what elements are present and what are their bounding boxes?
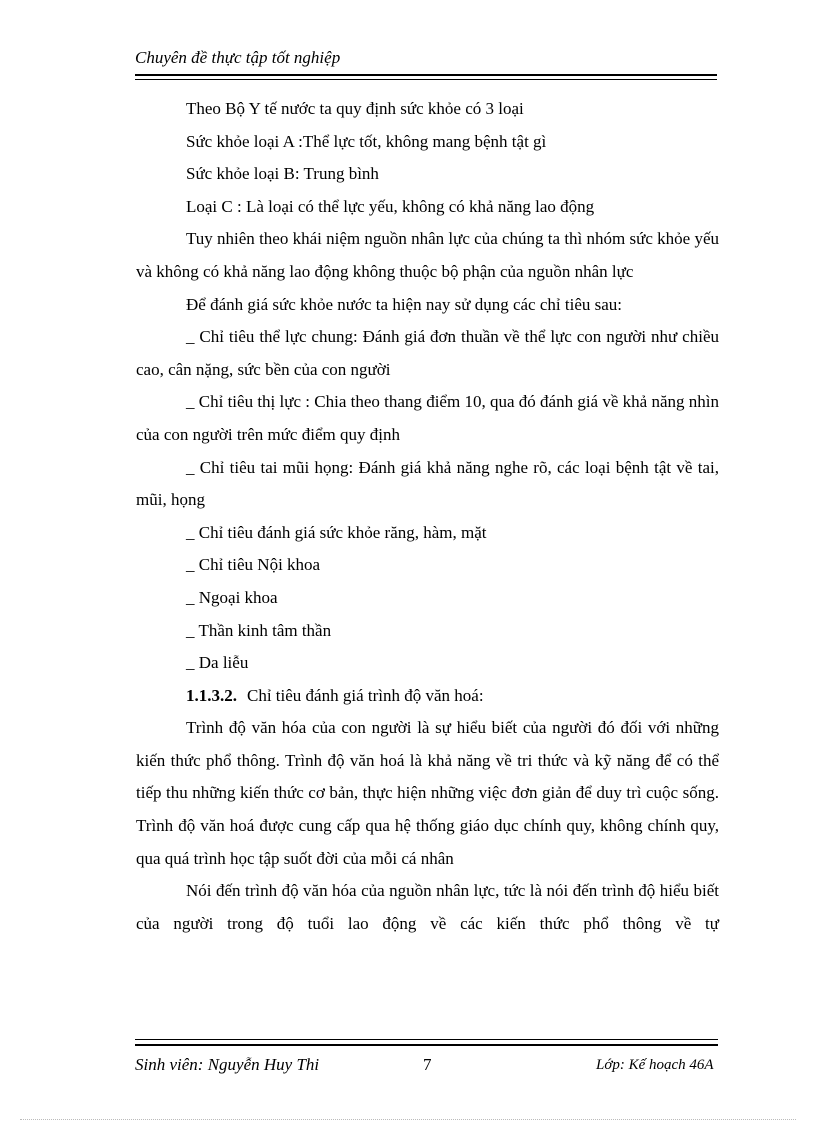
footer-student: Sinh viên: Nguyễn Huy Thi xyxy=(135,1055,320,1074)
paragraph: Sức khỏe loại A :Thể lực tốt, không mang bệnh tật gì xyxy=(186,131,547,151)
list-item: _ Da liễu xyxy=(186,653,249,673)
section-title: Chỉ tiêu đánh giá trình độ văn hoá: xyxy=(247,685,484,705)
list-item: _ Chỉ tiêu thể lực chung: Đánh giá đơn thuần về thể lực con người như chiều cao, cân nặng, sức bền của con người xyxy=(136,327,719,379)
paragraph: Sức khỏe loại B: Trung bình xyxy=(186,164,379,184)
list-item: _ Chỉ tiêu tai mũi họng: Đánh giá khả năng nghe rõ, các loại bệnh tật về tai, mũi, họng xyxy=(136,457,719,510)
section-heading xyxy=(136,680,719,713)
paragraph: Theo Bộ Y tế nước ta quy định sức khỏe có 3 loại xyxy=(186,99,524,118)
paragraph: Nói đến trình độ văn hóa của nguồn nhân lực, tức là nói đến trình độ hiểu biết của người trong độ tuổi lao động về các kiến thức phổ thông về tự xyxy=(136,881,719,933)
section-number: 1.1.3.2. xyxy=(186,685,237,705)
paragraph: Loại C : Là loại có thể lực yếu, không có khả năng lao động xyxy=(186,196,595,216)
footer-rule-bottom xyxy=(135,1044,718,1046)
list-item: _ Thần kinh tâm thần xyxy=(186,620,332,640)
running-header: Chuyên đề thực tập tốt nghiệp xyxy=(135,48,341,67)
header-rule-bottom xyxy=(135,79,717,80)
page-edge-divider xyxy=(20,1119,796,1120)
list-item: _ Ngoại khoa xyxy=(186,587,278,607)
list-item: _ Chỉ tiêu thị lực : Chia theo thang điểm 10, qua đó đánh giá về khả năng nhìn của con người trên mức điểm quy định xyxy=(136,392,719,444)
paragraph: Trình độ văn hóa của con người là sự hiểu biết của người đó đối với những kiến thức phổ thông. Trình độ văn hoá là khả năng về tri thức và kỹ năng để có thể tiếp thu những kiến thức cơ bản, thực hiện những việc đơn giản để duy trì cuộc sống. Trình độ văn hoá được cung cấp qua hệ thống giáo dục chính quy, không chính quy, qua quá trình học tập suốt đời của mỗi cá nhân xyxy=(136,718,719,868)
paragraph: Tuy nhiên theo khái niệm nguồn nhân lực của chúng ta thì nhóm sức khỏe yếu và không có khả năng lao động không thuộc bộ phận của nguồn nhân lực xyxy=(136,229,719,281)
header-rule-top xyxy=(135,74,717,76)
footer-class: Lớp: Kế hoạch 46A xyxy=(596,1057,714,1073)
paragraph: Để đánh giá sức khỏe nước ta hiện nay sử dụng các chỉ tiêu sau: xyxy=(186,294,622,314)
page-number: 7 xyxy=(423,1055,432,1074)
list-item: _ Chỉ tiêu đánh giá sức khỏe răng, hàm, mặt xyxy=(186,522,487,542)
document-body xyxy=(136,93,719,940)
footer-rule-top xyxy=(135,1039,718,1040)
list-item: _ Chỉ tiêu Nội khoa xyxy=(186,555,321,575)
